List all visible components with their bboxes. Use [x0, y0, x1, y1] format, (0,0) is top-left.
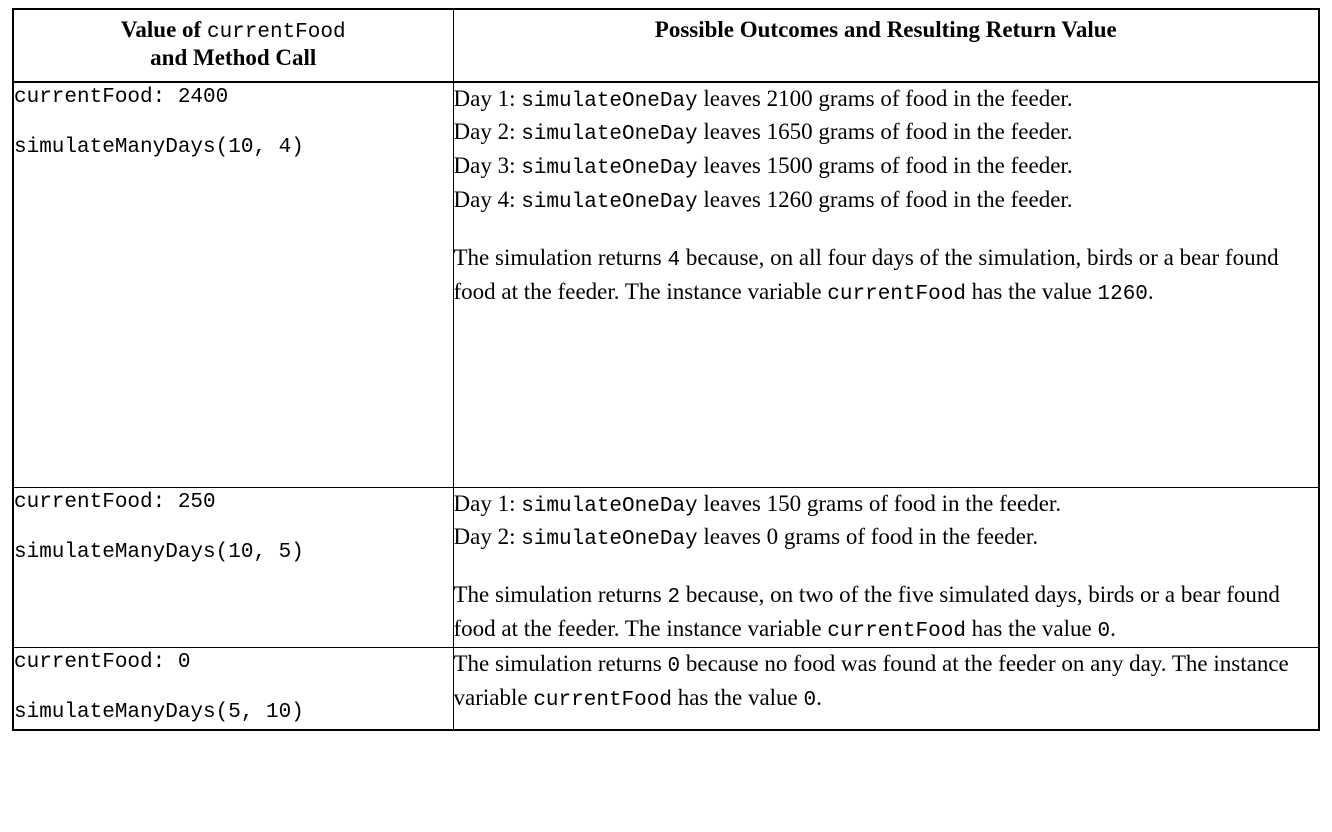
table-header: [13, 9, 1319, 82]
header-line-1: [24, 17, 443, 45]
outcome-summary: [454, 579, 1319, 647]
summary-part-1: The simulation returns: [453, 650, 668, 676]
day-prefix: Day 1:: [453, 85, 522, 111]
header-cell-outcomes: Possible Outcomes and Resulting Return Value: [453, 9, 1319, 82]
call-cell: [13, 487, 453, 647]
summary-return-value: 2: [667, 586, 681, 610]
day-prefix: Day 2:: [453, 524, 522, 550]
mono-simulateoneday: simulateOneDay: [521, 123, 698, 147]
mono-simulateoneday: simulateOneDay: [521, 528, 698, 552]
method-call: simulateManyDays(5, 10): [14, 701, 304, 725]
day-suffix: leaves 150 grams of food in the feeder.: [697, 490, 1062, 516]
outcome-cell: [453, 487, 1319, 647]
day-suffix: leaves 2100 grams of food in the feeder.: [697, 85, 1073, 111]
outcome-spacer: [454, 218, 1319, 242]
summary-final-value: 0: [803, 688, 817, 712]
outcome-day-line: [454, 83, 1319, 117]
day-prefix: Day 2:: [453, 119, 522, 145]
header-cell-value-and-call: [13, 9, 453, 82]
summary-variable-name: currentFood: [533, 688, 672, 712]
table-row: [13, 487, 1319, 647]
outcome-day-line: [454, 488, 1319, 522]
table-body: [13, 82, 1319, 730]
mono-simulateoneday: simulateOneDay: [521, 494, 698, 518]
outcome-day-line: [454, 184, 1319, 218]
table-row: [13, 647, 1319, 729]
summary-part-2: because no food was found at the feeder on any day. The instance variable: [453, 650, 1289, 710]
summary-final-value: 1260: [1097, 282, 1148, 306]
outcome-cell: [453, 82, 1319, 488]
summary-part-3: has the value: [671, 684, 804, 710]
summary-part-3: has the value: [965, 616, 1098, 642]
outcome-day-line: [454, 521, 1319, 555]
method-call: simulateManyDays(10, 4): [14, 136, 304, 160]
summary-part-4: .: [1147, 278, 1154, 304]
summary-part-2: because, on all four days of the simulation, birds or a bear found food at the feeder. The instance variable: [453, 244, 1279, 304]
summary-return-value: 0: [667, 654, 681, 678]
outcome-spacer: [454, 555, 1319, 579]
outcome-day-line: [454, 150, 1319, 184]
outcome-summary: [454, 648, 1319, 716]
outcomes-table: [12, 8, 1320, 731]
summary-variable-name: currentFood: [827, 282, 966, 306]
summary-part-2: because, on two of the five simulated days, birds or a bear found food at the feeder. The instance variable: [453, 582, 1280, 642]
day-suffix: leaves 1500 grams of food in the feeder.: [697, 153, 1073, 179]
header-line-2: and Method Call: [150, 45, 317, 71]
header-mono-currentfood: currentFood: [206, 21, 346, 44]
day-suffix: leaves 1650 grams of food in the feeder.: [697, 119, 1073, 145]
current-food-value: currentFood: 250: [14, 490, 216, 514]
summary-final-value: 0: [1097, 620, 1111, 644]
mono-simulateoneday: simulateOneDay: [521, 157, 698, 181]
method-call: simulateManyDays(10, 5): [14, 541, 304, 565]
summary-variable-name: currentFood: [827, 620, 966, 644]
outcome-summary: [454, 242, 1319, 310]
mono-simulateoneday: simulateOneDay: [521, 191, 698, 215]
call-spacer: [14, 678, 453, 698]
summary-part-4: .: [816, 684, 822, 710]
summary-part-1: The simulation returns: [453, 582, 668, 608]
day-prefix: Day 4:: [453, 187, 522, 213]
outcome-day-line: [454, 116, 1319, 150]
day-prefix: Day 1:: [453, 490, 522, 516]
current-food-value: currentFood: 0: [14, 650, 191, 674]
header-row: [13, 9, 1319, 82]
call-cell: [13, 647, 453, 729]
call-cell: [13, 82, 453, 488]
day-suffix: leaves 1260 grams of food in the feeder.: [697, 187, 1073, 213]
summary-part-1: The simulation returns: [453, 244, 668, 270]
call-spacer: [14, 113, 453, 133]
day-suffix: leaves 0 grams of food in the feeder.: [697, 524, 1039, 550]
table-row: [13, 82, 1319, 488]
call-spacer: [14, 518, 453, 538]
day-prefix: Day 3:: [453, 153, 522, 179]
header-prefix: Value of: [120, 17, 207, 42]
outcome-cell: [453, 647, 1319, 729]
summary-return-value: 4: [667, 248, 681, 272]
current-food-value: currentFood: 2400: [14, 85, 229, 109]
mono-simulateoneday: simulateOneDay: [521, 89, 698, 113]
summary-part-4: .: [1110, 616, 1116, 642]
summary-part-3: has the value: [965, 278, 1098, 304]
